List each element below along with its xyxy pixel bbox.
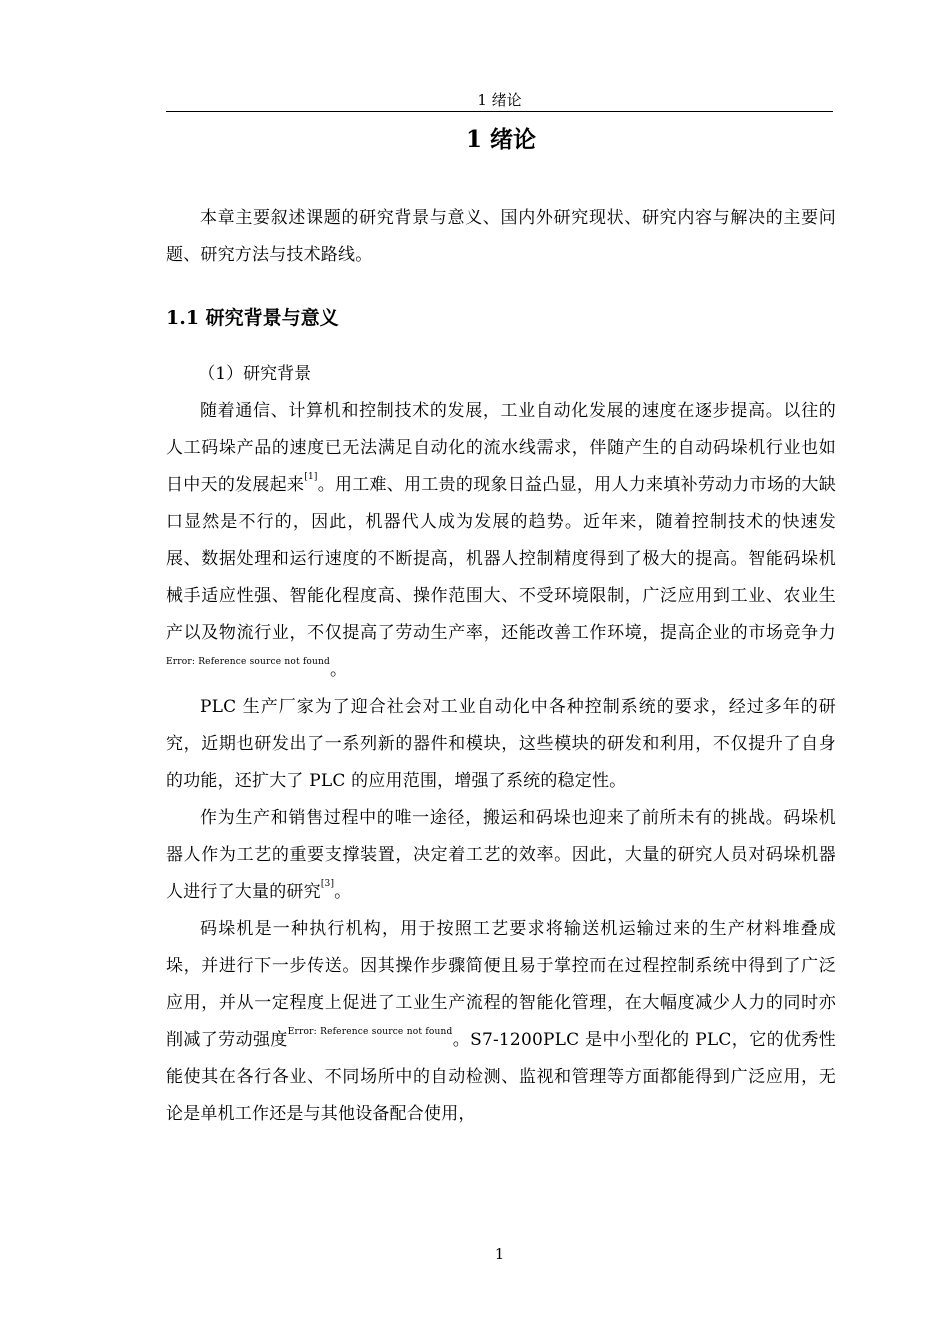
- chapter-intro-block: [166, 200, 836, 274]
- citation-ref: [3]: [320, 879, 335, 889]
- paragraph-4-text-a: 码垛机是一种执行机构，用于按照工艺要求将输送机运输过来的生产材料堆叠成垛，并进行下一步传送。因其操作步骤简便且易于掌控而在过程控制系统中得到了广泛应用，并从一定程度上促进了工业生产流程的智能化管理，在大幅度减少人力的同时亦削减了劳动强度: [166, 919, 836, 1050]
- paragraph-3: [166, 800, 836, 911]
- paragraph-4-text-b: 。S7-1200PLC 是中小型化的 PLC，它的优秀性能使其在各行各业、不同场所中的自动检测、监视和管理等方面都能得到广泛应用，无论是单机工作还是与其他设备配合使用，: [166, 1030, 836, 1124]
- citation-ref: [1]: [304, 472, 318, 482]
- chapter-title: 1 绪论: [465, 126, 536, 153]
- paragraph-2: PLC 生产厂家为了迎合社会对工业自动化中各种控制系统的要求，经过多年的研究，近期也研发出了一系列新的器件和模块，这些模块的研发和利用，不仅提升了自身的功能，还扩大了 PLC 的应用范围，增强了系统的稳定性。: [166, 697, 836, 791]
- citation-error-ref: Error: Reference source not found: [166, 657, 330, 667]
- paragraph-1: [166, 393, 836, 689]
- chapter-intro-paragraph: 本章主要叙述课题的研究背景与意义、国内外研究现状、研究内容与解决的主要问题、研究方法与技术路线。: [166, 208, 836, 265]
- sub-heading-research-background: （1）研究背景: [198, 364, 312, 384]
- paragraph-1-text-a: 随着通信、计算机和控制技术的发展，工业自动化发展的速度在逐步提高。以往的人工码垛产品的速度已无法满足自动化的流水线需求，伴随产生的自动码垛机行业也如日中天的发展起来: [166, 401, 836, 495]
- running-header: 1 绪论: [477, 91, 522, 109]
- paragraph-4: [166, 911, 836, 1133]
- paragraph-3-text-a: 作为生产和销售过程中的唯一途径，搬运和码垛也迎来了前所未有的挑战。码垛机器人作为工艺的重要支撑装置，决定着工艺的效率。因此，大量的研究人员对码垛机器人进行了大量的研究: [166, 808, 836, 902]
- paragraph-1-text-b: 。用工难、用工贵的现象日益凸显，用人力来填补劳动力市场的大缺口显然是不行的，因此，机器代人成为发展的趋势。近年来，随着控制技术的快速发展、数据处理和运行速度的不断提高，机器人控制精度得到了极大的提高。智能码垛机械手适应性强、智能化程度高、操作范围大、不受环境限制，广泛应用到工业、农业生产以及物流行业，不仅提高了劳动生产率，还能改善工作环境，提高企业的市场竞争力: [166, 475, 837, 643]
- paragraph-1-text-c: 。: [329, 660, 348, 680]
- header-rule: [166, 111, 833, 112]
- citation-error-ref: Error: Reference source not found: [287, 1027, 453, 1037]
- section-title: 1.1 研究背景与意义: [166, 307, 339, 329]
- page-number: 1: [494, 1245, 505, 1263]
- page-content: [166, 120, 836, 1133]
- paragraph-3-text-b: 。: [334, 882, 352, 902]
